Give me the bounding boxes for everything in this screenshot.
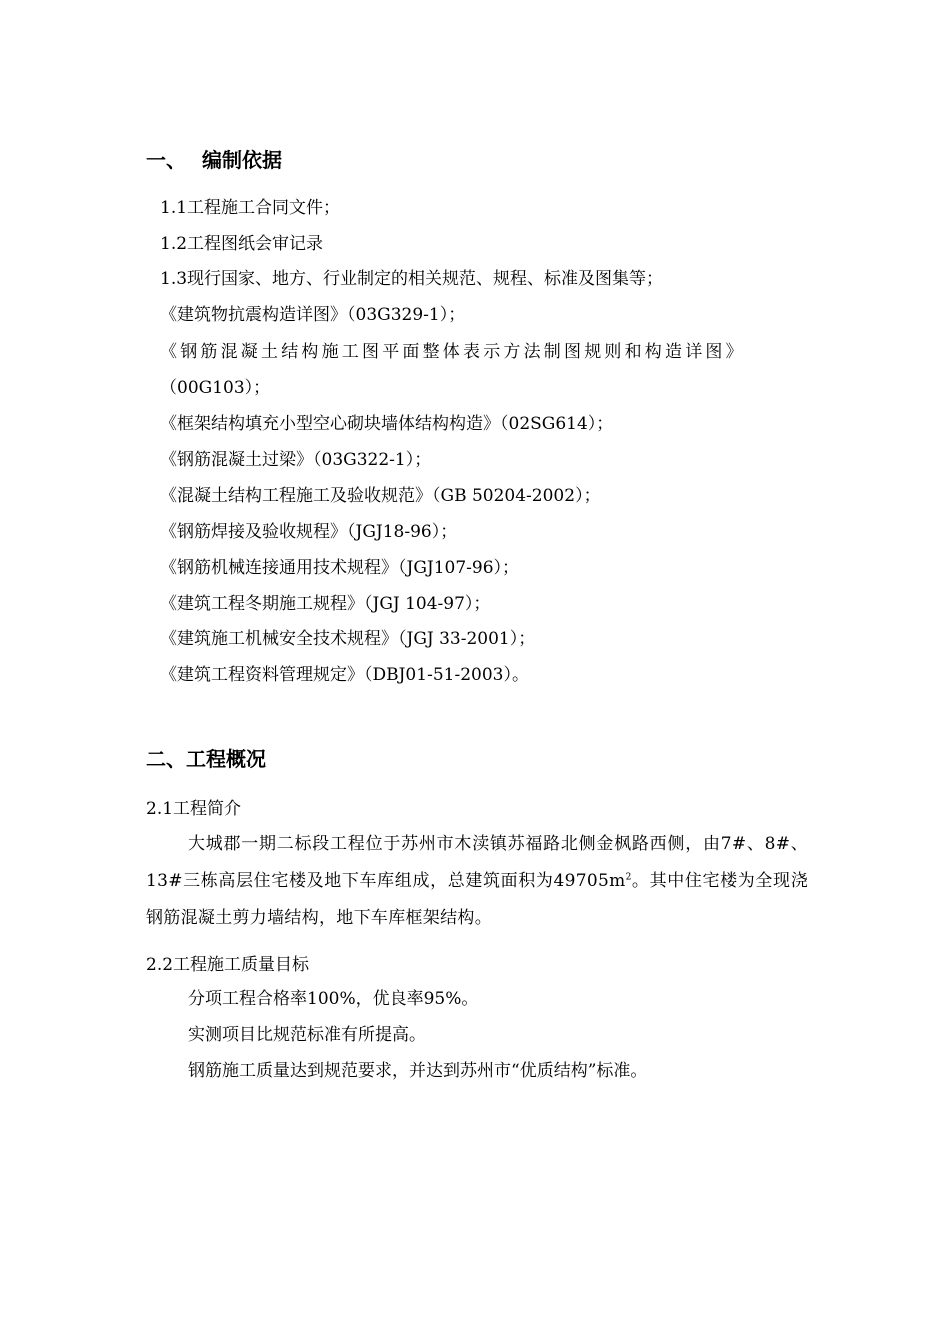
section-1-heading — [146, 146, 282, 174]
item-1-1: 1.1工程施工合同文件； — [160, 198, 341, 218]
quality-goal-item: 钢筋施工质量达到规范要求，并达到苏州市“优质结构”标准。 — [188, 1061, 648, 1081]
reference-item: 《混凝土结构工程施工及验收规范》（GB 50204-2002）； — [160, 486, 601, 506]
section-2-title: 二、工程概况 — [146, 747, 266, 771]
item-1-2: 1.2工程图纸会审记录 — [160, 234, 324, 254]
reference-item: 《建筑工程资料管理规定》（DBJ01-51-2003）。 — [160, 665, 529, 685]
item-1-3: 1.3现行国家、地方、行业制定的相关规范、规程、标准及图集等； — [160, 269, 664, 289]
reference-item: 《钢筋混凝土过梁》（03G322-1）； — [160, 450, 432, 470]
area-unit-superscript: 2 — [625, 872, 632, 883]
subsection-2-1-title: 2.1工程简介 — [146, 799, 242, 819]
reference-item: 《钢筋焊接及验收规程》（JGJ18-96）； — [160, 522, 458, 542]
reference-item: 《建筑施工机械安全技术规程》（JGJ 33-2001）； — [160, 629, 536, 649]
project-intro-text-b: 。其中住宅楼为全现浇钢筋混凝土剪力墙结构，地下车库框架结构。 — [146, 871, 808, 928]
section-1-title: 编制依据 — [202, 148, 282, 172]
quality-goal-item: 实测项目比规范标准有所提高。 — [188, 1025, 426, 1045]
section-1-number: 一、 — [146, 148, 186, 172]
reference-item: 《建筑物抗震构造详图》（03G329-1）； — [160, 305, 466, 325]
reference-item: 《建筑工程冬期施工规程》（JGJ 104-97）； — [160, 594, 491, 614]
reference-item: 《钢筋机械连接通用技术规程》（JGJ107-96）； — [160, 558, 520, 578]
quality-goal-item: 分项工程合格率100%，优良率95%。 — [188, 989, 479, 1009]
subsection-2-2-title: 2.2工程施工质量目标 — [146, 955, 310, 975]
reference-item: 《框架结构填充小型空心砌块墙体结构构造》（02SG614）； — [160, 414, 614, 434]
project-intro-text-a: 大城郡一期二标段工程位于苏州市木渎镇苏福路北侧金枫路西侧，由7#、8#、13#三栋高层住宅楼及地下车库组成，总建筑面积为49705m — [146, 834, 808, 891]
reference-item: 《钢筋混凝土结构施工图平面整体表示方法制图规则和构造详图》 — [160, 342, 746, 362]
project-intro-paragraph — [146, 826, 808, 937]
reference-item: （00G103）； — [160, 378, 271, 398]
